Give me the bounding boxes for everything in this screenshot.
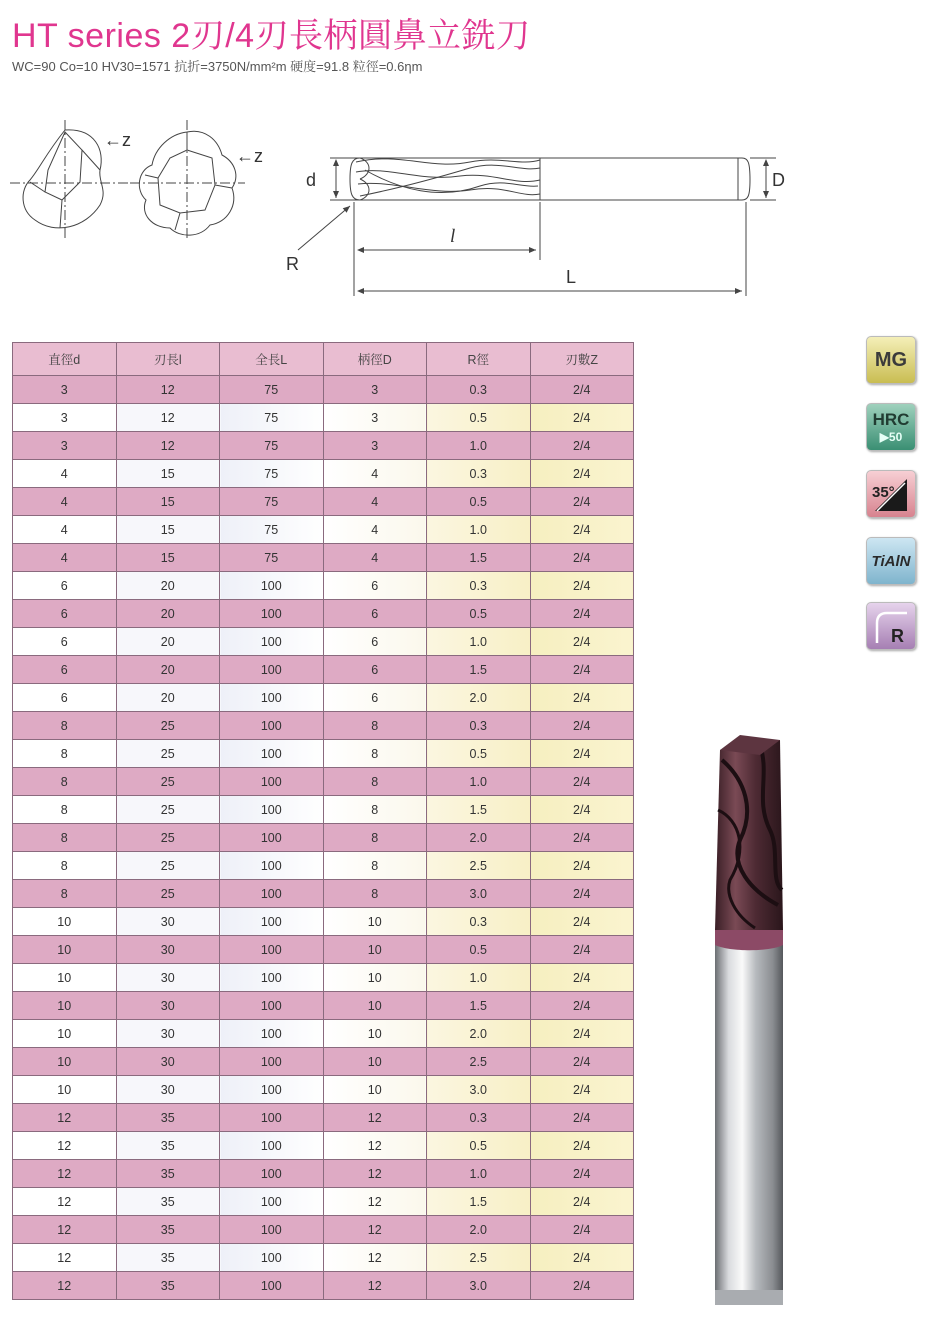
cell-overall-length: 75 — [220, 432, 324, 460]
cell-diameter: 8 — [13, 768, 117, 796]
hrc-badge-label: HRC — [872, 410, 910, 429]
cell-shank-diameter: 8 — [323, 768, 427, 796]
header-flute-count: 刃數Z — [530, 343, 634, 376]
cell-flute-length: 35 — [116, 1104, 220, 1132]
cell-flute-length: 35 — [116, 1216, 220, 1244]
cell-corner-radius: 0.3 — [427, 1104, 531, 1132]
R-label: R — [286, 254, 299, 274]
cell-diameter: 3 — [13, 404, 117, 432]
cell-flute-length: 15 — [116, 544, 220, 572]
cell-overall-length: 75 — [220, 488, 324, 516]
cell-overall-length: 75 — [220, 516, 324, 544]
cell-flute-count: 2/4 — [530, 460, 634, 488]
cell-diameter: 6 — [13, 600, 117, 628]
cell-shank-diameter: 8 — [323, 712, 427, 740]
cell-flute-length: 15 — [116, 460, 220, 488]
cell-corner-radius: 1.0 — [427, 768, 531, 796]
cell-flute-length: 30 — [116, 908, 220, 936]
cell-flute-length: 12 — [116, 432, 220, 460]
table-row — [13, 824, 634, 852]
L-label: L — [566, 267, 577, 287]
cell-flute-length: 30 — [116, 1076, 220, 1104]
cell-diameter: 8 — [13, 852, 117, 880]
cell-overall-length: 100 — [220, 656, 324, 684]
cell-diameter: 8 — [13, 824, 117, 852]
cell-overall-length: 100 — [220, 1048, 324, 1076]
cell-corner-radius: 1.5 — [427, 1188, 531, 1216]
cell-flute-count: 2/4 — [530, 1076, 634, 1104]
table-row — [13, 796, 634, 824]
end-mill-side-view — [298, 158, 776, 296]
cell-flute-count: 2/4 — [530, 908, 634, 936]
cell-shank-diameter: 4 — [323, 544, 427, 572]
cell-flute-length: 15 — [116, 516, 220, 544]
cell-shank-diameter: 8 — [323, 880, 427, 908]
table-row — [13, 964, 634, 992]
cell-corner-radius: 1.0 — [427, 432, 531, 460]
table-row — [13, 768, 634, 796]
cell-flute-length: 30 — [116, 964, 220, 992]
cell-flute-count: 2/4 — [530, 936, 634, 964]
cell-corner-radius: 1.0 — [427, 964, 531, 992]
cell-shank-diameter: 10 — [323, 964, 427, 992]
material-specs: WC=90 Co=10 HV30=1571 抗折=3750N/mm²m 硬度=91.8 粒徑=0.6ηm — [12, 59, 423, 74]
cell-corner-radius: 0.3 — [427, 908, 531, 936]
cell-diameter: 8 — [13, 880, 117, 908]
cell-shank-diameter: 8 — [323, 824, 427, 852]
cell-shank-diameter: 12 — [323, 1132, 427, 1160]
cell-shank-diameter: 4 — [323, 460, 427, 488]
cell-overall-length: 100 — [220, 740, 324, 768]
cell-corner-radius: 1.0 — [427, 628, 531, 656]
cell-overall-length: 100 — [220, 1272, 324, 1300]
cell-flute-length: 35 — [116, 1188, 220, 1216]
table-row — [13, 544, 634, 572]
cell-flute-count: 2/4 — [530, 488, 634, 516]
cell-diameter: 3 — [13, 376, 117, 404]
cell-flute-length: 25 — [116, 712, 220, 740]
cell-corner-radius: 3.0 — [427, 1272, 531, 1300]
cell-corner-radius: 0.3 — [427, 376, 531, 404]
table-row — [13, 880, 634, 908]
table-row — [13, 1272, 634, 1300]
cell-flute-count: 2/4 — [530, 1048, 634, 1076]
cell-diameter: 6 — [13, 656, 117, 684]
cell-flute-count: 2/4 — [530, 964, 634, 992]
corner-radius-icon — [869, 605, 913, 647]
table-row — [13, 1020, 634, 1048]
cell-shank-diameter: 4 — [323, 488, 427, 516]
cell-flute-length: 20 — [116, 684, 220, 712]
table-row — [13, 572, 634, 600]
cell-flute-length: 20 — [116, 600, 220, 628]
mg-badge — [866, 336, 916, 384]
cell-flute-count: 2/4 — [530, 600, 634, 628]
cell-flute-length: 12 — [116, 376, 220, 404]
helix-angle-badge — [866, 470, 916, 518]
cell-diameter: 10 — [13, 964, 117, 992]
cell-flute-length: 12 — [116, 404, 220, 432]
table-row — [13, 684, 634, 712]
cell-flute-count: 2/4 — [530, 880, 634, 908]
cell-shank-diameter: 10 — [323, 1020, 427, 1048]
cell-overall-length: 100 — [220, 908, 324, 936]
cell-diameter: 4 — [13, 516, 117, 544]
cell-corner-radius: 0.3 — [427, 712, 531, 740]
cell-diameter: 8 — [13, 712, 117, 740]
cell-flute-count: 2/4 — [530, 1160, 634, 1188]
cell-corner-radius: 2.0 — [427, 1216, 531, 1244]
cell-diameter: 4 — [13, 544, 117, 572]
cell-flute-length: 20 — [116, 656, 220, 684]
table-row — [13, 1188, 634, 1216]
cell-overall-length: 100 — [220, 1216, 324, 1244]
table-row — [13, 992, 634, 1020]
cell-flute-length: 30 — [116, 1048, 220, 1076]
cell-diameter: 6 — [13, 572, 117, 600]
cell-flute-count: 2/4 — [530, 432, 634, 460]
cell-shank-diameter: 12 — [323, 1160, 427, 1188]
cell-diameter: 12 — [13, 1160, 117, 1188]
cell-flute-count: 2/4 — [530, 628, 634, 656]
cell-flute-count: 2/4 — [530, 1104, 634, 1132]
cross-section-4-flute — [130, 120, 245, 240]
table-row — [13, 1048, 634, 1076]
table-row — [13, 376, 634, 404]
cell-diameter: 8 — [13, 796, 117, 824]
spec-table — [12, 342, 634, 1300]
cell-shank-diameter: 6 — [323, 572, 427, 600]
header-diameter: 直徑d — [13, 343, 117, 376]
cell-shank-diameter: 12 — [323, 1216, 427, 1244]
cell-flute-length: 25 — [116, 740, 220, 768]
cell-flute-length: 30 — [116, 936, 220, 964]
hrc-badge-value: ▶50 — [879, 430, 903, 444]
cell-flute-length: 25 — [116, 852, 220, 880]
mg-badge-label: MG — [874, 348, 908, 371]
cell-overall-length: 100 — [220, 1020, 324, 1048]
cell-diameter: 10 — [13, 1076, 117, 1104]
cell-flute-length: 30 — [116, 1020, 220, 1048]
cell-diameter: 8 — [13, 740, 117, 768]
cell-shank-diameter: 6 — [323, 656, 427, 684]
cell-corner-radius: 2.5 — [427, 1048, 531, 1076]
cell-flute-count: 2/4 — [530, 796, 634, 824]
cell-flute-length: 35 — [116, 1272, 220, 1300]
cell-flute-count: 2/4 — [530, 712, 634, 740]
table-row — [13, 656, 634, 684]
cell-flute-length: 25 — [116, 796, 220, 824]
cell-corner-radius: 0.3 — [427, 572, 531, 600]
cell-flute-count: 2/4 — [530, 768, 634, 796]
cell-diameter: 12 — [13, 1272, 117, 1300]
table-row — [13, 852, 634, 880]
table-row — [13, 1104, 634, 1132]
cell-corner-radius: 2.5 — [427, 1244, 531, 1272]
cell-flute-count: 2/4 — [530, 1188, 634, 1216]
cell-corner-radius: 1.5 — [427, 992, 531, 1020]
D-label: D — [772, 170, 785, 190]
cell-corner-radius: 0.5 — [427, 936, 531, 964]
hrc-badge — [866, 403, 916, 451]
cell-overall-length: 100 — [220, 936, 324, 964]
cell-shank-diameter: 3 — [323, 376, 427, 404]
cell-flute-length: 35 — [116, 1244, 220, 1272]
cell-flute-length: 20 — [116, 628, 220, 656]
cell-flute-count: 2/4 — [530, 992, 634, 1020]
cell-overall-length: 100 — [220, 1188, 324, 1216]
cell-flute-count: 2/4 — [530, 684, 634, 712]
cell-diameter: 10 — [13, 992, 117, 1020]
cell-corner-radius: 1.5 — [427, 544, 531, 572]
cell-shank-diameter: 8 — [323, 796, 427, 824]
table-row — [13, 1132, 634, 1160]
cell-corner-radius: 0.3 — [427, 460, 531, 488]
cell-shank-diameter: 10 — [323, 936, 427, 964]
cell-corner-radius: 2.0 — [427, 684, 531, 712]
cell-diameter: 4 — [13, 460, 117, 488]
cell-corner-radius: 0.5 — [427, 740, 531, 768]
cell-flute-count: 2/4 — [530, 1272, 634, 1300]
cell-shank-diameter: 10 — [323, 908, 427, 936]
cell-corner-radius: 1.0 — [427, 1160, 531, 1188]
table-row — [13, 908, 634, 936]
cell-shank-diameter: 3 — [323, 404, 427, 432]
end-mill-diagram — [0, 110, 800, 305]
helix-angle-label: 35° — [872, 484, 895, 501]
cell-diameter: 10 — [13, 936, 117, 964]
cell-diameter: 6 — [13, 684, 117, 712]
cell-corner-radius: 2.0 — [427, 824, 531, 852]
table-row — [13, 488, 634, 516]
table-row — [13, 936, 634, 964]
cell-flute-length: 25 — [116, 768, 220, 796]
table-row — [13, 516, 634, 544]
cell-diameter: 10 — [13, 1048, 117, 1076]
cell-overall-length: 100 — [220, 964, 324, 992]
z-label-right: ←z — [236, 146, 263, 166]
cell-flute-count: 2/4 — [530, 656, 634, 684]
table-body — [13, 376, 634, 1300]
cell-overall-length: 100 — [220, 600, 324, 628]
coating-badge-label: TiAlN — [871, 552, 911, 570]
cell-corner-radius: 0.5 — [427, 488, 531, 516]
cell-shank-diameter: 10 — [323, 992, 427, 1020]
cell-flute-length: 25 — [116, 824, 220, 852]
cell-corner-radius: 1.5 — [427, 796, 531, 824]
z-label-left: ←z — [104, 130, 131, 150]
cell-diameter: 10 — [13, 1020, 117, 1048]
cell-flute-length: 30 — [116, 992, 220, 1020]
cell-flute-count: 2/4 — [530, 740, 634, 768]
cell-corner-radius: 1.0 — [427, 516, 531, 544]
cell-shank-diameter: 12 — [323, 1244, 427, 1272]
cell-flute-count: 2/4 — [530, 572, 634, 600]
cell-overall-length: 100 — [220, 796, 324, 824]
cell-overall-length: 75 — [220, 376, 324, 404]
cell-flute-count: 2/4 — [530, 1244, 634, 1272]
cell-overall-length: 100 — [220, 768, 324, 796]
cell-flute-length: 25 — [116, 880, 220, 908]
table-row — [13, 1244, 634, 1272]
cell-flute-length: 20 — [116, 572, 220, 600]
cell-overall-length: 100 — [220, 712, 324, 740]
table-row — [13, 1160, 634, 1188]
table-row — [13, 1216, 634, 1244]
header-flute-length: 刃長l — [116, 343, 220, 376]
cell-overall-length: 100 — [220, 1160, 324, 1188]
table-row — [13, 712, 634, 740]
cell-overall-length: 100 — [220, 1076, 324, 1104]
cell-shank-diameter: 12 — [323, 1188, 427, 1216]
cell-shank-diameter: 8 — [323, 740, 427, 768]
cell-shank-diameter: 4 — [323, 516, 427, 544]
cell-overall-length: 100 — [220, 1132, 324, 1160]
table-row — [13, 460, 634, 488]
cell-diameter: 6 — [13, 628, 117, 656]
cell-overall-length: 75 — [220, 460, 324, 488]
table-row — [13, 600, 634, 628]
cell-diameter: 10 — [13, 908, 117, 936]
table-header-row — [13, 343, 634, 376]
cell-corner-radius: 1.5 — [427, 656, 531, 684]
table-row — [13, 628, 634, 656]
cell-shank-diameter: 10 — [323, 1048, 427, 1076]
cell-corner-radius: 2.5 — [427, 852, 531, 880]
cell-diameter: 12 — [13, 1216, 117, 1244]
cell-flute-count: 2/4 — [530, 852, 634, 880]
cell-diameter: 12 — [13, 1188, 117, 1216]
cell-diameter: 4 — [13, 488, 117, 516]
cell-corner-radius: 3.0 — [427, 1076, 531, 1104]
cell-overall-length: 100 — [220, 992, 324, 1020]
table-row — [13, 1076, 634, 1104]
cell-overall-length: 100 — [220, 628, 324, 656]
cell-shank-diameter: 12 — [323, 1104, 427, 1132]
end-mill-illustration — [700, 730, 800, 1310]
header-shank-diameter: 柄徑D — [323, 343, 427, 376]
corner-radius-label: R — [891, 626, 904, 646]
cell-flute-count: 2/4 — [530, 516, 634, 544]
cell-overall-length: 100 — [220, 572, 324, 600]
table-row — [13, 432, 634, 460]
corner-radius-badge — [866, 602, 916, 650]
d-label: d — [306, 170, 317, 190]
cell-diameter: 12 — [13, 1244, 117, 1272]
cell-flute-count: 2/4 — [530, 544, 634, 572]
cell-shank-diameter: 12 — [323, 1272, 427, 1300]
cell-overall-length: 100 — [220, 1104, 324, 1132]
header-overall-length: 全長L — [220, 343, 324, 376]
cell-overall-length: 75 — [220, 544, 324, 572]
cell-flute-length: 35 — [116, 1160, 220, 1188]
cell-shank-diameter: 6 — [323, 628, 427, 656]
cell-corner-radius: 0.5 — [427, 600, 531, 628]
cell-corner-radius: 2.0 — [427, 1020, 531, 1048]
cell-flute-count: 2/4 — [530, 404, 634, 432]
table-row — [13, 404, 634, 432]
cell-overall-length: 100 — [220, 684, 324, 712]
coating-badge — [866, 537, 916, 585]
cell-shank-diameter: 3 — [323, 432, 427, 460]
cell-shank-diameter: 10 — [323, 1076, 427, 1104]
cell-overall-length: 100 — [220, 1244, 324, 1272]
cell-shank-diameter: 8 — [323, 852, 427, 880]
cell-flute-count: 2/4 — [530, 1216, 634, 1244]
cell-diameter: 12 — [13, 1104, 117, 1132]
cell-overall-length: 100 — [220, 824, 324, 852]
cell-flute-count: 2/4 — [530, 824, 634, 852]
header-corner-radius: R徑 — [427, 343, 531, 376]
table-row — [13, 740, 634, 768]
cell-flute-count: 2/4 — [530, 1132, 634, 1160]
cell-flute-count: 2/4 — [530, 376, 634, 404]
cell-corner-radius: 3.0 — [427, 880, 531, 908]
cell-overall-length: 100 — [220, 880, 324, 908]
cell-diameter: 12 — [13, 1132, 117, 1160]
helix-angle-icon — [869, 473, 913, 515]
cell-flute-length: 15 — [116, 488, 220, 516]
cell-corner-radius: 0.5 — [427, 1132, 531, 1160]
cell-shank-diameter: 6 — [323, 684, 427, 712]
page-title: HT series 2刃/4刃長柄圓鼻立銑刀 — [12, 17, 531, 55]
cell-shank-diameter: 6 — [323, 600, 427, 628]
l-label: l — [450, 226, 456, 247]
cell-overall-length: 100 — [220, 852, 324, 880]
cell-corner-radius: 0.5 — [427, 404, 531, 432]
cell-flute-count: 2/4 — [530, 1020, 634, 1048]
cell-flute-length: 35 — [116, 1132, 220, 1160]
cell-diameter: 3 — [13, 432, 117, 460]
cell-overall-length: 75 — [220, 404, 324, 432]
